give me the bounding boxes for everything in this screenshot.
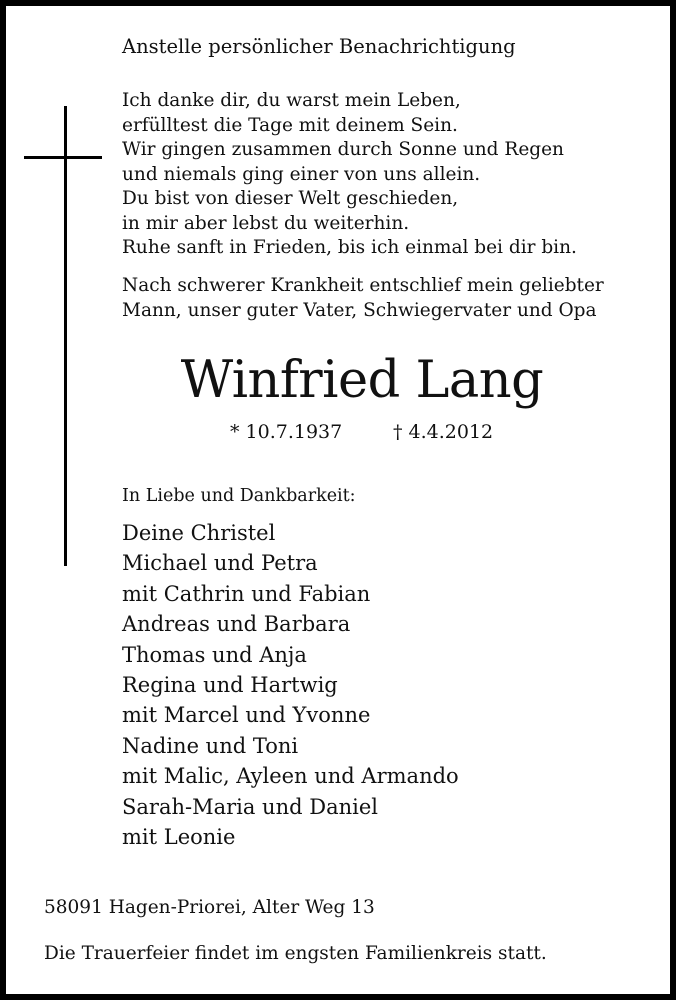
announcement-line: Nach schwerer Krankheit entschlief mein geliebter	[122, 275, 604, 296]
mourner: mit Malic, Ayleen und Armando	[122, 764, 459, 789]
cross-horizontal-bar	[24, 156, 102, 159]
mourner: mit Cathrin und Fabian	[122, 581, 371, 606]
deceased-name: Winfried Lang	[180, 351, 544, 410]
birth-date: * 10.7.1937	[230, 421, 343, 443]
mourner: Sarah-Maria und Daniel	[122, 794, 378, 819]
announcement-line: Mann, unser guter Vater, Schwiegervater und Opa	[122, 300, 597, 321]
mourner: Thomas und Anja	[122, 642, 307, 667]
funeral-note: Die Trauerfeier findet im engsten Familienkreis statt.	[44, 943, 547, 964]
death-announcement	[122, 273, 604, 323]
poem-line: Ruhe sanft in Frieden, bis ich einmal bei dir bin.	[122, 237, 577, 258]
poem-line: Wir gingen zusammen durch Sonne und Regen	[122, 139, 564, 160]
poem-line: Ich danke dir, du warst mein Leben,	[122, 90, 461, 111]
cross-vertical-bar	[64, 106, 67, 566]
mourner: Deine Christel	[122, 521, 276, 545]
poem	[122, 89, 577, 261]
mourner: Michael und Petra	[122, 551, 318, 576]
dedication: In Liebe und Dankbarkeit:	[122, 486, 356, 506]
address: 58091 Hagen-Priorei, Alter Weg 13	[44, 897, 375, 918]
death-date: † 4.4.2012	[393, 421, 494, 443]
notice-header: Anstelle persönlicher Benachrichtigung	[122, 35, 516, 58]
poem-line: erfülltest die Tage mit deinem Sein.	[122, 114, 458, 136]
mourners-list	[122, 518, 459, 852]
poem-line: und niemals ging einer von uns allein.	[122, 163, 481, 185]
mourner: mit Marcel und Yvonne	[122, 703, 371, 728]
mourner: Regina und Hartwig	[122, 673, 338, 698]
mourner: Nadine und Toni	[122, 733, 299, 758]
mourner: mit Leonie	[122, 825, 236, 850]
mourner: Andreas und Barbara	[122, 612, 351, 637]
poem-line: in mir aber lebst du weiterhin.	[122, 212, 410, 234]
poem-line: Du bist von dieser Welt geschieden,	[122, 188, 459, 209]
